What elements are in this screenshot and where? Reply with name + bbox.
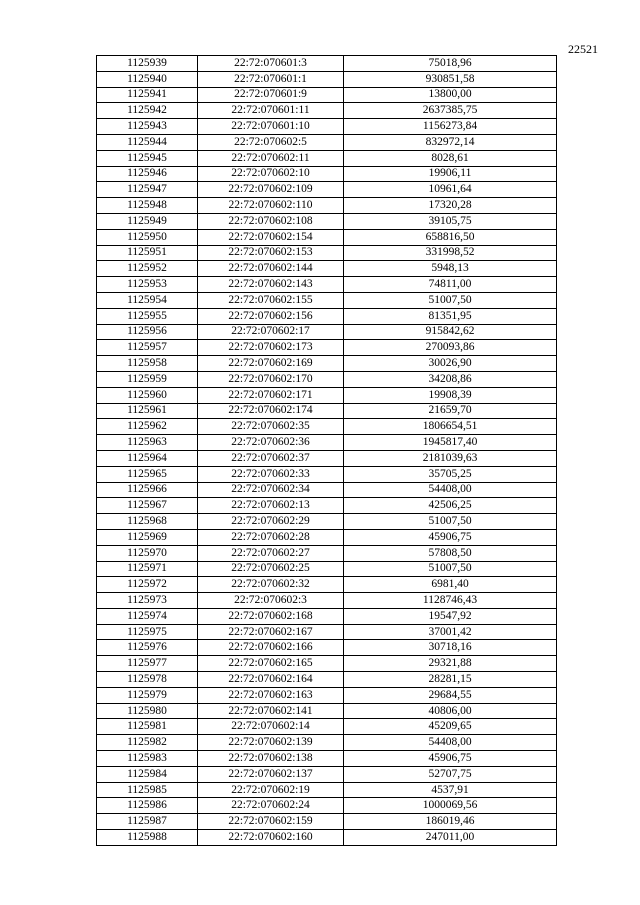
cadastral-value-cell: 45906,75 bbox=[344, 751, 557, 767]
row-id-cell: 1125960 bbox=[97, 387, 198, 403]
table-row bbox=[97, 719, 557, 735]
cadastral-number-cell: 22:72:070602:168 bbox=[198, 608, 344, 624]
row-id-cell: 1125943 bbox=[97, 119, 198, 135]
row-id-cell: 1125958 bbox=[97, 356, 198, 372]
cadastral-number-cell: 22:72:070602:110 bbox=[198, 198, 344, 214]
row-id-cell: 1125945 bbox=[97, 150, 198, 166]
cadastral-value-cell: 19908,39 bbox=[344, 387, 557, 403]
table-row bbox=[97, 782, 557, 798]
cadastral-number-cell: 22:72:070601:3 bbox=[198, 56, 344, 72]
cadastral-value-cell: 658816,50 bbox=[344, 229, 557, 245]
cadastral-number-cell: 22:72:070602:33 bbox=[198, 466, 344, 482]
cadastral-value-cell: 51007,50 bbox=[344, 292, 557, 308]
row-id-cell: 1125981 bbox=[97, 719, 198, 735]
table-row bbox=[97, 593, 557, 609]
row-id-cell: 1125987 bbox=[97, 814, 198, 830]
table-row bbox=[97, 640, 557, 656]
cadastral-number-cell: 22:72:070602:137 bbox=[198, 766, 344, 782]
cadastral-value-cell: 832972,14 bbox=[344, 134, 557, 150]
cadastral-value-cell: 45906,75 bbox=[344, 529, 557, 545]
table-row bbox=[97, 56, 557, 72]
table-row bbox=[97, 166, 557, 182]
cadastral-value-cell: 51007,50 bbox=[344, 514, 557, 530]
table-row bbox=[97, 435, 557, 451]
cadastral-value-cell: 54408,00 bbox=[344, 735, 557, 751]
cadastral-number-cell: 22:72:070602:19 bbox=[198, 782, 344, 798]
cadastral-value-cell: 247011,00 bbox=[344, 830, 557, 846]
cadastral-value-cell: 19547,92 bbox=[344, 608, 557, 624]
row-id-cell: 1125952 bbox=[97, 261, 198, 277]
table-row bbox=[97, 387, 557, 403]
cadastral-number-cell: 22:72:070602:167 bbox=[198, 624, 344, 640]
row-id-cell: 1125975 bbox=[97, 624, 198, 640]
cadastral-value-cell: 45209,65 bbox=[344, 719, 557, 735]
cadastral-number-cell: 22:72:070602:166 bbox=[198, 640, 344, 656]
cadastral-number-cell: 22:72:070602:165 bbox=[198, 656, 344, 672]
row-id-cell: 1125978 bbox=[97, 672, 198, 688]
cadastral-value-cell: 28281,15 bbox=[344, 672, 557, 688]
row-id-cell: 1125954 bbox=[97, 292, 198, 308]
cadastral-number-cell: 22:72:070602:174 bbox=[198, 403, 344, 419]
table-row bbox=[97, 624, 557, 640]
cadastral-number-cell: 22:72:070602:14 bbox=[198, 719, 344, 735]
row-id-cell: 1125953 bbox=[97, 277, 198, 293]
cadastral-value-cell: 6981,40 bbox=[344, 577, 557, 593]
row-id-cell: 1125959 bbox=[97, 371, 198, 387]
cadastral-number-cell: 22:72:070602:173 bbox=[198, 340, 344, 356]
cadastral-value-cell: 270093,86 bbox=[344, 340, 557, 356]
cadastral-value-cell: 19906,11 bbox=[344, 166, 557, 182]
cadastral-number-cell: 22:72:070601:9 bbox=[198, 87, 344, 103]
cadastral-number-cell: 22:72:070601:1 bbox=[198, 71, 344, 87]
table-row bbox=[97, 830, 557, 846]
table-row bbox=[97, 119, 557, 135]
cadastral-value-cell: 10961,64 bbox=[344, 182, 557, 198]
table-row bbox=[97, 198, 557, 214]
table-row bbox=[97, 814, 557, 830]
cadastral-value-cell: 42506,25 bbox=[344, 498, 557, 514]
table-row bbox=[97, 261, 557, 277]
cadastral-value-cell: 2637385,75 bbox=[344, 103, 557, 119]
table-row bbox=[97, 182, 557, 198]
cadastral-number-cell: 22:72:070602:170 bbox=[198, 371, 344, 387]
row-id-cell: 1125966 bbox=[97, 482, 198, 498]
row-id-cell: 1125948 bbox=[97, 198, 198, 214]
row-id-cell: 1125969 bbox=[97, 529, 198, 545]
cadastral-number-cell: 22:72:070602:141 bbox=[198, 703, 344, 719]
cadastral-value-cell: 81351,95 bbox=[344, 308, 557, 324]
row-id-cell: 1125957 bbox=[97, 340, 198, 356]
cadastral-value-table bbox=[96, 55, 557, 846]
row-id-cell: 1125951 bbox=[97, 245, 198, 261]
table-row bbox=[97, 71, 557, 87]
cadastral-value-cell: 13800,00 bbox=[344, 87, 557, 103]
cadastral-number-cell: 22:72:070602:36 bbox=[198, 435, 344, 451]
cadastral-number-cell: 22:72:070602:17 bbox=[198, 324, 344, 340]
cadastral-value-cell: 186019,46 bbox=[344, 814, 557, 830]
table-body bbox=[97, 56, 557, 846]
table-row bbox=[97, 324, 557, 340]
cadastral-number-cell: 22:72:070602:25 bbox=[198, 561, 344, 577]
cadastral-number-cell: 22:72:070602:160 bbox=[198, 830, 344, 846]
table-row bbox=[97, 403, 557, 419]
table-row bbox=[97, 672, 557, 688]
table-row bbox=[97, 340, 557, 356]
cadastral-value-cell: 37001,42 bbox=[344, 624, 557, 640]
row-id-cell: 1125941 bbox=[97, 87, 198, 103]
table-row bbox=[97, 514, 557, 530]
cadastral-number-cell: 22:72:070602:155 bbox=[198, 292, 344, 308]
table-row bbox=[97, 245, 557, 261]
cadastral-value-cell: 1156273,84 bbox=[344, 119, 557, 135]
row-id-cell: 1125940 bbox=[97, 71, 198, 87]
table-row bbox=[97, 751, 557, 767]
table-row bbox=[97, 703, 557, 719]
cadastral-value-cell: 75018,96 bbox=[344, 56, 557, 72]
table-row bbox=[97, 450, 557, 466]
cadastral-number-cell: 22:72:070602:5 bbox=[198, 134, 344, 150]
cadastral-number-cell: 22:72:070602:37 bbox=[198, 450, 344, 466]
table-row bbox=[97, 150, 557, 166]
cadastral-value-cell: 39105,75 bbox=[344, 213, 557, 229]
cadastral-value-cell: 1806654,51 bbox=[344, 419, 557, 435]
row-id-cell: 1125962 bbox=[97, 419, 198, 435]
row-id-cell: 1125942 bbox=[97, 103, 198, 119]
cadastral-number-cell: 22:72:070602:27 bbox=[198, 545, 344, 561]
row-id-cell: 1125946 bbox=[97, 166, 198, 182]
cadastral-value-cell: 74811,00 bbox=[344, 277, 557, 293]
cadastral-number-cell: 22:72:070602:11 bbox=[198, 150, 344, 166]
cadastral-number-cell: 22:72:070602:154 bbox=[198, 229, 344, 245]
cadastral-value-cell: 30026,90 bbox=[344, 356, 557, 372]
table-row bbox=[97, 103, 557, 119]
cadastral-value-cell: 29321,88 bbox=[344, 656, 557, 672]
cadastral-number-cell: 22:72:070602:3 bbox=[198, 593, 344, 609]
page-number: 22521 bbox=[568, 42, 598, 56]
cadastral-number-cell: 22:72:070602:108 bbox=[198, 213, 344, 229]
cadastral-value-cell: 54408,00 bbox=[344, 482, 557, 498]
table-row bbox=[97, 656, 557, 672]
table-row bbox=[97, 213, 557, 229]
row-id-cell: 1125979 bbox=[97, 687, 198, 703]
row-id-cell: 1125986 bbox=[97, 798, 198, 814]
cadastral-number-cell: 22:72:070602:159 bbox=[198, 814, 344, 830]
cadastral-value-cell: 51007,50 bbox=[344, 561, 557, 577]
row-id-cell: 1125970 bbox=[97, 545, 198, 561]
table-row bbox=[97, 356, 557, 372]
table-row bbox=[97, 529, 557, 545]
row-id-cell: 1125983 bbox=[97, 751, 198, 767]
row-id-cell: 1125982 bbox=[97, 735, 198, 751]
cadastral-number-cell: 22:72:070602:35 bbox=[198, 419, 344, 435]
cadastral-number-cell: 22:72:070602:144 bbox=[198, 261, 344, 277]
row-id-cell: 1125973 bbox=[97, 593, 198, 609]
cadastral-value-cell: 930851,58 bbox=[344, 71, 557, 87]
table-row bbox=[97, 482, 557, 498]
table-row bbox=[97, 577, 557, 593]
cadastral-value-cell: 17320,28 bbox=[344, 198, 557, 214]
row-id-cell: 1125961 bbox=[97, 403, 198, 419]
row-id-cell: 1125971 bbox=[97, 561, 198, 577]
cadastral-number-cell: 22:72:070602:171 bbox=[198, 387, 344, 403]
cadastral-value-cell: 1945817,40 bbox=[344, 435, 557, 451]
cadastral-number-cell: 22:72:070602:153 bbox=[198, 245, 344, 261]
cadastral-value-cell: 57808,50 bbox=[344, 545, 557, 561]
table-row bbox=[97, 498, 557, 514]
row-id-cell: 1125968 bbox=[97, 514, 198, 530]
cadastral-value-cell: 2181039,63 bbox=[344, 450, 557, 466]
table-row bbox=[97, 735, 557, 751]
cadastral-value-cell: 5948,13 bbox=[344, 261, 557, 277]
table-row bbox=[97, 134, 557, 150]
cadastral-value-cell: 52707,75 bbox=[344, 766, 557, 782]
table-row bbox=[97, 308, 557, 324]
row-id-cell: 1125939 bbox=[97, 56, 198, 72]
row-id-cell: 1125947 bbox=[97, 182, 198, 198]
row-id-cell: 1125964 bbox=[97, 450, 198, 466]
cadastral-number-cell: 22:72:070602:29 bbox=[198, 514, 344, 530]
cadastral-value-cell: 331998,52 bbox=[344, 245, 557, 261]
cadastral-number-cell: 22:72:070601:10 bbox=[198, 119, 344, 135]
cadastral-number-cell: 22:72:070602:34 bbox=[198, 482, 344, 498]
table-row bbox=[97, 545, 557, 561]
cadastral-number-cell: 22:72:070602:164 bbox=[198, 672, 344, 688]
row-id-cell: 1125955 bbox=[97, 308, 198, 324]
row-id-cell: 1125944 bbox=[97, 134, 198, 150]
table-row bbox=[97, 229, 557, 245]
cadastral-number-cell: 22:72:070602:10 bbox=[198, 166, 344, 182]
cadastral-number-cell: 22:72:070602:28 bbox=[198, 529, 344, 545]
row-id-cell: 1125980 bbox=[97, 703, 198, 719]
table-row bbox=[97, 371, 557, 387]
row-id-cell: 1125950 bbox=[97, 229, 198, 245]
row-id-cell: 1125977 bbox=[97, 656, 198, 672]
row-id-cell: 1125949 bbox=[97, 213, 198, 229]
row-id-cell: 1125963 bbox=[97, 435, 198, 451]
table-row bbox=[97, 87, 557, 103]
row-id-cell: 1125972 bbox=[97, 577, 198, 593]
table-row bbox=[97, 277, 557, 293]
row-id-cell: 1125956 bbox=[97, 324, 198, 340]
cadastral-value-cell: 29684,55 bbox=[344, 687, 557, 703]
table-row bbox=[97, 292, 557, 308]
cadastral-value-cell: 30718,16 bbox=[344, 640, 557, 656]
cadastral-number-cell: 22:72:070602:24 bbox=[198, 798, 344, 814]
row-id-cell: 1125967 bbox=[97, 498, 198, 514]
cadastral-number-cell: 22:72:070602:156 bbox=[198, 308, 344, 324]
cadastral-number-cell: 22:72:070602:163 bbox=[198, 687, 344, 703]
cadastral-number-cell: 22:72:070602:169 bbox=[198, 356, 344, 372]
row-id-cell: 1125965 bbox=[97, 466, 198, 482]
row-id-cell: 1125988 bbox=[97, 830, 198, 846]
cadastral-value-cell: 21659,70 bbox=[344, 403, 557, 419]
row-id-cell: 1125974 bbox=[97, 608, 198, 624]
cadastral-value-cell: 1000069,56 bbox=[344, 798, 557, 814]
row-id-cell: 1125976 bbox=[97, 640, 198, 656]
cadastral-number-cell: 22:72:070602:138 bbox=[198, 751, 344, 767]
table-row bbox=[97, 608, 557, 624]
table-row bbox=[97, 466, 557, 482]
cadastral-value-cell: 915842,62 bbox=[344, 324, 557, 340]
cadastral-number-cell: 22:72:070602:13 bbox=[198, 498, 344, 514]
cadastral-number-cell: 22:72:070601:11 bbox=[198, 103, 344, 119]
cadastral-value-cell: 4537,91 bbox=[344, 782, 557, 798]
table-row bbox=[97, 798, 557, 814]
cadastral-number-cell: 22:72:070602:32 bbox=[198, 577, 344, 593]
cadastral-value-cell: 34208,86 bbox=[344, 371, 557, 387]
row-id-cell: 1125985 bbox=[97, 782, 198, 798]
cadastral-number-cell: 22:72:070602:139 bbox=[198, 735, 344, 751]
cadastral-value-cell: 8028,61 bbox=[344, 150, 557, 166]
row-id-cell: 1125984 bbox=[97, 766, 198, 782]
table-row bbox=[97, 766, 557, 782]
cadastral-value-cell: 40806,00 bbox=[344, 703, 557, 719]
table-row bbox=[97, 561, 557, 577]
cadastral-value-cell: 35705,25 bbox=[344, 466, 557, 482]
table-row bbox=[97, 419, 557, 435]
cadastral-number-cell: 22:72:070602:109 bbox=[198, 182, 344, 198]
table-row bbox=[97, 687, 557, 703]
cadastral-number-cell: 22:72:070602:143 bbox=[198, 277, 344, 293]
cadastral-value-cell: 1128746,43 bbox=[344, 593, 557, 609]
